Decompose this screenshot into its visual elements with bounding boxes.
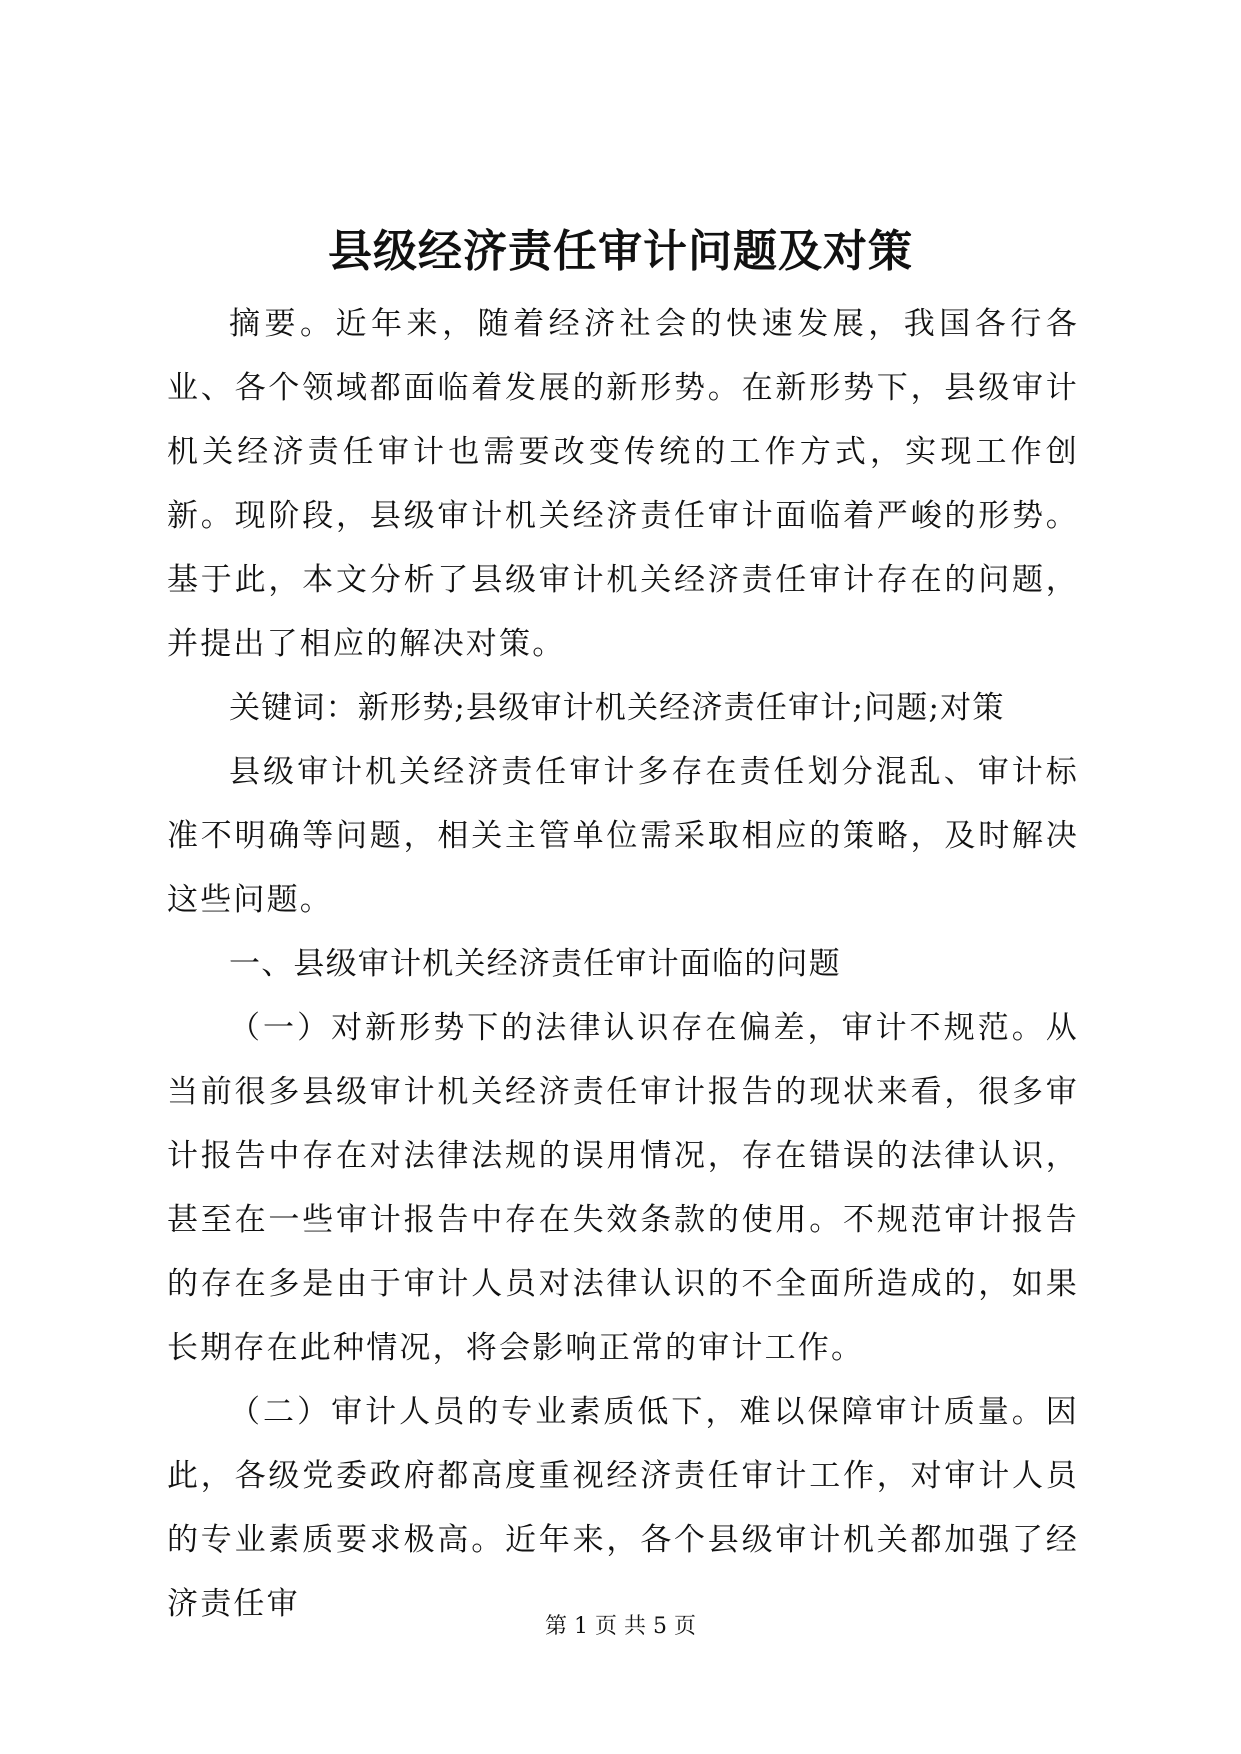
intro-paragraph: 县级审计机关经济责任审计多存在责任划分混乱、审计标准不明确等问题，相关主管单位需采取相应的策略，及时解决这些问题。 <box>167 754 1079 918</box>
document-body <box>167 292 1079 1636</box>
keywords-paragraph: 关键词：新形势;县级审计机关经济责任审计;问题;对策 <box>229 690 1005 726</box>
section-heading: 一、县级审计机关经济责任审计面临的问题 <box>229 946 841 982</box>
page-number-footer: 第 1 页 共 5 页 <box>545 1614 696 1639</box>
subsection-2-paragraph: （二）审计人员的专业素质低下，难以保障审计质量。因此，各级党委政府都高度重视经济责任审计工作，对审计人员的专业素质要求极高。近年来，各个县级审计机关都加强了经济责任审 <box>167 1394 1079 1622</box>
abstract-paragraph: 摘要。近年来，随着经济社会的快速发展，我国各行各业、各个领域都面临着发展的新形势。在新形势下，县级审计机关经济责任审计也需要改变传统的工作方式，实现工作创新。现阶段，县级审计机关经济责任审计面临着严峻的形势。基于此，本文分析了县级审计机关经济责任审计存在的问题，并提出了相应的解决对策。 <box>167 306 1079 662</box>
subsection-1-paragraph: （一）对新形势下的法律认识存在偏差，审计不规范。从当前很多县级审计机关经济责任审计报告的现状来看，很多审计报告中存在对法律法规的误用情况，存在错误的法律认识，甚至在一些审计报告中存在失效条款的使用。不规范审计报告的存在多是由于审计人员对法律认识的不全面所造成的，如果长期存在此种情况，将会影响正常的审计工作。 <box>167 1010 1079 1366</box>
document-title: 县级经济责任审计问题及对策 <box>328 226 913 277</box>
